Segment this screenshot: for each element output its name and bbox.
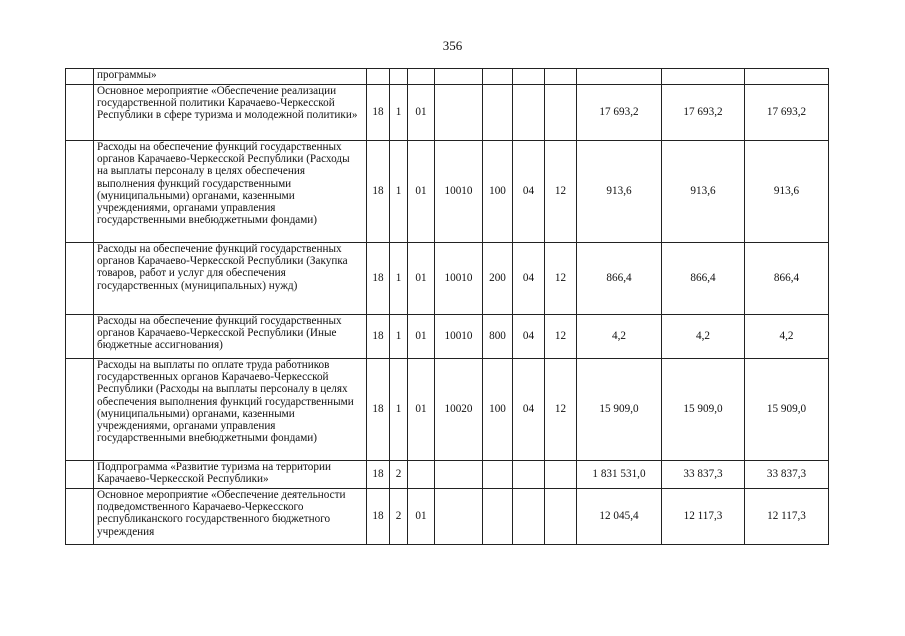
code-cell-4 [435, 85, 483, 141]
code-cell-1: 18 [367, 461, 390, 489]
code-cell-2: 1 [390, 315, 408, 359]
code-cell-5: 800 [483, 315, 513, 359]
amount-cell-3: 4,2 [745, 315, 829, 359]
code-cell-3: 01 [408, 315, 435, 359]
amount-cell-2: 866,4 [662, 243, 745, 315]
amount-cell-3 [745, 69, 829, 85]
amount-cell-1: 866,4 [577, 243, 662, 315]
amount-cell-3: 913,6 [745, 141, 829, 243]
table-row [66, 85, 829, 141]
code-cell-5 [483, 85, 513, 141]
code-cell-3: 01 [408, 141, 435, 243]
code-cell-4: 10010 [435, 243, 483, 315]
code-cell-4 [435, 489, 483, 545]
code-cell-6: 04 [513, 243, 545, 315]
code-cell-1: 18 [367, 359, 390, 461]
amount-cell-1: 12 045,4 [577, 489, 662, 545]
item-name-cell: Расходы на обеспечение функций государственных органов Карачаево-Черкесской Республики (Расходы на выплаты персоналу в целях обеспечения выполнения функций государственными (муниципальными) органами, казенными учреждениями, органами управления государственными внебюджетными фондами) [94, 141, 367, 243]
code-cell-6: 04 [513, 315, 545, 359]
amount-cell-1 [577, 69, 662, 85]
code-cell-7 [545, 69, 577, 85]
code-cell-4: 10010 [435, 141, 483, 243]
code-cell-1: 18 [367, 489, 390, 545]
table-row [66, 141, 829, 243]
code-cell-4: 10010 [435, 315, 483, 359]
item-name-cell: Основное мероприятие «Обеспечение реализации государственной политики Карачаево-Черкесской Республики в сфере туризма и молодежной политики» [94, 85, 367, 141]
code-cell-7 [545, 85, 577, 141]
item-name-cell: Подпрограмма «Развитие туризма на территории Карачаево-Черкесской Республики» [94, 461, 367, 489]
code-cell-4 [435, 69, 483, 85]
amount-cell-3: 866,4 [745, 243, 829, 315]
code-cell-7 [545, 461, 577, 489]
code-cell-3 [408, 69, 435, 85]
code-cell-7: 12 [545, 359, 577, 461]
amount-cell-2: 4,2 [662, 315, 745, 359]
code-cell-2: 1 [390, 141, 408, 243]
amount-cell-3: 12 117,3 [745, 489, 829, 545]
code-cell-1: 18 [367, 243, 390, 315]
amount-cell-1: 1 831 531,0 [577, 461, 662, 489]
row-number-cell [66, 461, 94, 489]
amount-cell-1: 4,2 [577, 315, 662, 359]
code-cell-5 [483, 69, 513, 85]
amount-cell-2: 33 837,3 [662, 461, 745, 489]
amount-cell-2: 12 117,3 [662, 489, 745, 545]
table-row [66, 359, 829, 461]
item-name-cell: Расходы на выплаты по оплате труда работников государственных органов Карачаево-Черкесской Республики (Расходы на выплаты персоналу в целях обеспечения выполнения функций государственными (муниципальными) органами, казенными учреждениями, органами управления государственными внебюджетными фондами) [94, 359, 367, 461]
table-row [66, 243, 829, 315]
code-cell-2: 1 [390, 243, 408, 315]
code-cell-7: 12 [545, 141, 577, 243]
table-row [66, 489, 829, 545]
code-cell-2: 1 [390, 359, 408, 461]
code-cell-6 [513, 85, 545, 141]
code-cell-2: 2 [390, 489, 408, 545]
amount-cell-2 [662, 69, 745, 85]
code-cell-2: 1 [390, 85, 408, 141]
table-row [66, 461, 829, 489]
amount-cell-3: 15 909,0 [745, 359, 829, 461]
amount-cell-3: 33 837,3 [745, 461, 829, 489]
amount-cell-2: 15 909,0 [662, 359, 745, 461]
code-cell-3: 01 [408, 359, 435, 461]
code-cell-6 [513, 461, 545, 489]
code-cell-6 [513, 489, 545, 545]
code-cell-2 [390, 69, 408, 85]
code-cell-2: 2 [390, 461, 408, 489]
code-cell-4 [435, 461, 483, 489]
code-cell-7 [545, 489, 577, 545]
code-cell-6: 04 [513, 359, 545, 461]
code-cell-1: 18 [367, 85, 390, 141]
code-cell-5 [483, 461, 513, 489]
code-cell-3: 01 [408, 489, 435, 545]
amount-cell-1: 17 693,2 [577, 85, 662, 141]
code-cell-5: 100 [483, 141, 513, 243]
code-cell-7: 12 [545, 315, 577, 359]
amount-cell-2: 913,6 [662, 141, 745, 243]
code-cell-1: 18 [367, 141, 390, 243]
budget-table [65, 68, 829, 545]
code-cell-5: 200 [483, 243, 513, 315]
row-number-cell [66, 85, 94, 141]
page-number: 356 [442, 38, 463, 53]
amount-cell-3: 17 693,2 [745, 85, 829, 141]
row-number-cell [66, 489, 94, 545]
item-name-cell: Расходы на обеспечение функций государственных органов Карачаево-Черкесской Республики (Иные бюджетные ассигнования) [94, 315, 367, 359]
code-cell-1: 18 [367, 315, 390, 359]
item-name-cell: программы» [94, 69, 367, 85]
code-cell-3: 01 [408, 243, 435, 315]
code-cell-6: 04 [513, 141, 545, 243]
item-name-cell: Основное мероприятие «Обеспечение деятельности подведомственного Карачаево-Черкесского республиканского государственного бюджетного учреждения [94, 489, 367, 545]
code-cell-7: 12 [545, 243, 577, 315]
table-row [66, 69, 829, 85]
table-row [66, 315, 829, 359]
amount-cell-1: 913,6 [577, 141, 662, 243]
code-cell-5 [483, 489, 513, 545]
item-name-cell: Расходы на обеспечение функций государственных органов Карачаево-Черкесской Республики (Закупка товаров, работ и услуг для обеспечения государственных (муниципальных) нужд) [94, 243, 367, 315]
amount-cell-2: 17 693,2 [662, 85, 745, 141]
code-cell-6 [513, 69, 545, 85]
amount-cell-1: 15 909,0 [577, 359, 662, 461]
code-cell-1 [367, 69, 390, 85]
code-cell-5: 100 [483, 359, 513, 461]
row-number-cell [66, 243, 94, 315]
row-number-cell [66, 69, 94, 85]
row-number-cell [66, 315, 94, 359]
code-cell-3 [408, 461, 435, 489]
row-number-cell [66, 359, 94, 461]
row-number-cell [66, 141, 94, 243]
code-cell-3: 01 [408, 85, 435, 141]
code-cell-4: 10020 [435, 359, 483, 461]
